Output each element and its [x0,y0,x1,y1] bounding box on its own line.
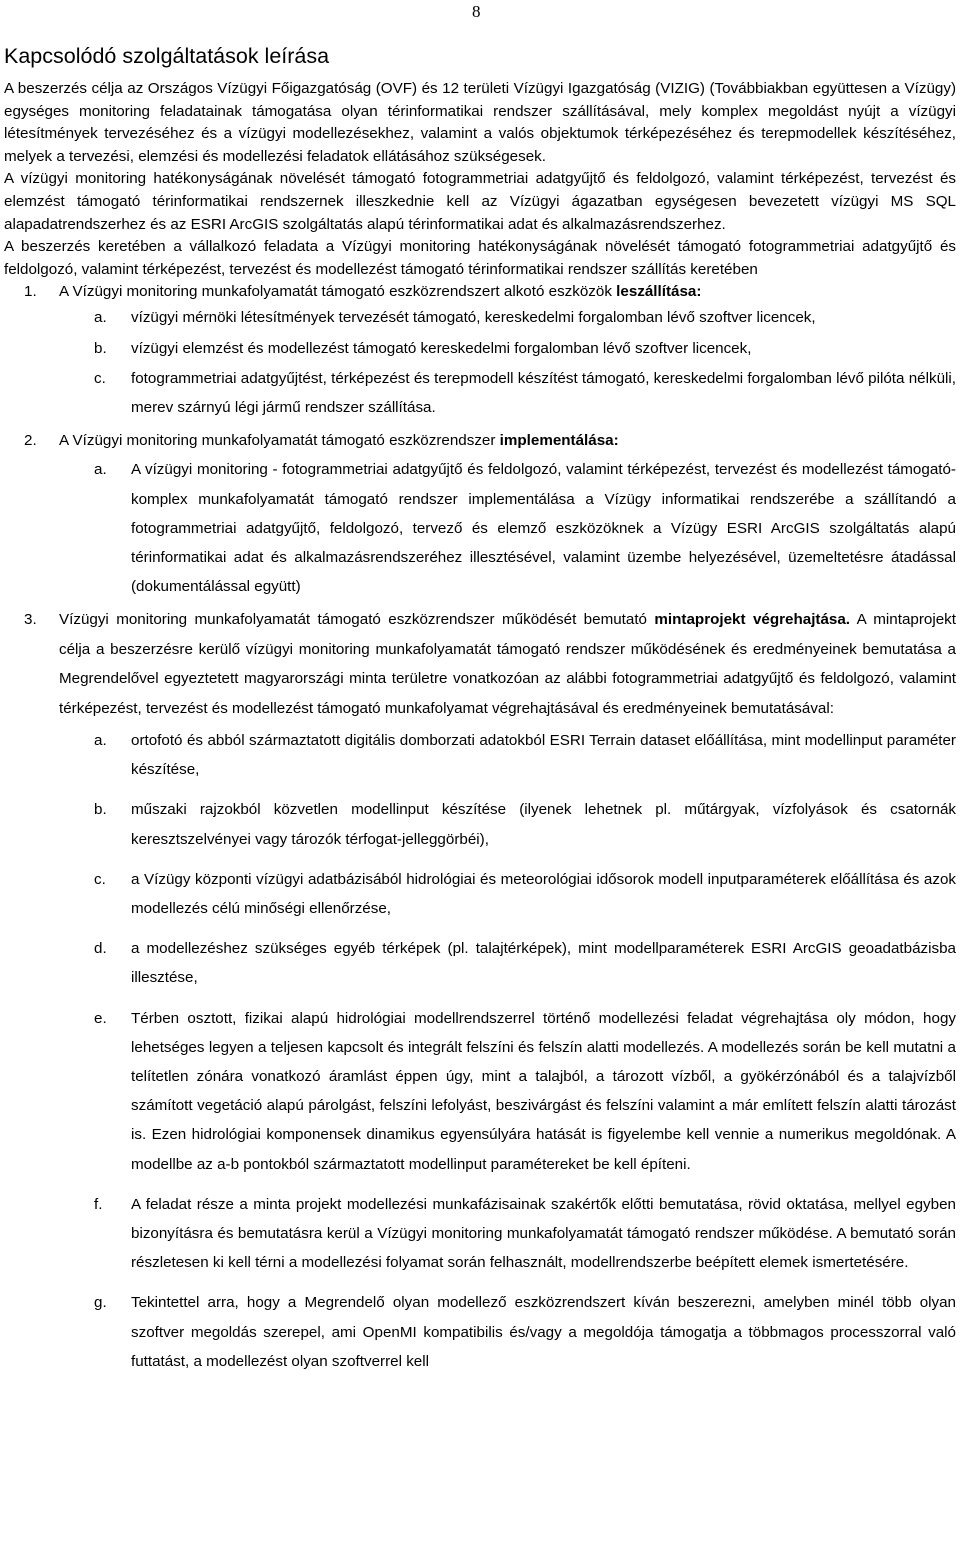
sub-list-text: Térben osztott, fizikai alapú hidrológiai modellrendszerrel történő modellezési feladat végrehajtása oly módon, hogy lehetséges legyen a teljesen kapcsolt és integrált felszíni és felszín alatti modellezés. A modellezés során be kell mutatni a telítetlen zónára vonatkozó áramlást éppen úgy, mint a talajból, a tározott vízből, a gyökérzónából és a talajvízből számított vegetáció alapú párolgást, felszíni lefolyást, beszivárgást és felszíni valamint a már említett felszín alatti tározást is. Ezen hidrológiai komponensek dinamikus egyensúlyára hatását is figyelembe kell vennie a numerikus megoldónak. A modellbe az a-b pontokból származtatott modellinput paramétereket be kell építeni. [131,1009,956,1173]
sub-list-item [4,1190,956,1278]
sub-list-item [4,1004,956,1179]
sub-list-text: fotogrammetriai adatgyűjtést, térképezést és terepmodell készítést támogató, kereskedelmi forgalomban lévő pilóta nélküli, merev szárnyú légi jármű rendszer szállítása. [131,370,956,416]
sub-list-letter: b. [94,801,107,819]
list-item-text: A Vízügyi monitoring munkafolyamatát támogató eszközrendszer [59,432,500,450]
sub-list-letter: f. [94,1195,103,1213]
list-number: 1. [24,283,37,301]
list-item-heading [59,605,956,723]
document-body [4,42,956,1387]
sub-list-item [4,1288,956,1376]
sub-list-text: a Vízügy központi vízügyi adatbázisából hidrológiai és meteorológiai idősorok modell inputparaméterek előállítása és azok modellezés célú minőségi ellenőrzése, [131,870,956,917]
intro-paragraph: A beszerzés célja az Országos Vízügyi Főigazgatóság (OVF) és 12 területi Vízügyi Igazgatóság (VIZIG) (Továbbiakban együttesen a Vízügy) egységes monitoring feladatainak támogatása olyan térinformatikai rendszer szállításával, mely komplex megoldást nyújt a vízügyi létesítmények tervezéséhez és a vízügyi modellezésekhez, valamint a valós objektumok térképezéséhez és terepmodellek készítéséhez, melyek a tervezési, elemzési és modellezési feladatok ellátásához szükségesek. [4,80,956,165]
list-item-heading [59,281,956,304]
list-item-description: A mintaprojekt célja a beszerzésre kerülő vízügyi monitoring munkafolyamatát támogató rendszer működésének és eredményeinek bemutatása a Megrendelővel egyeztetett magyarországi minta területre vonatkozóan az alábbi fotogrammetriai adatgyűjtő és feldolgozó, valamint térképezést, tervezést és modellezést támogató munkafolyamat végrehajtásával és eredményeinek bemutatásával: [59,611,956,717]
list-item-emphasis: mintaprojekt végrehajtása. [654,611,851,629]
list-item [4,605,956,723]
sub-list-item [4,795,956,853]
sub-list-item [4,865,956,923]
sub-list-letter: c. [94,370,106,388]
list-item-heading [59,426,956,455]
sub-list-letter: d. [94,940,107,958]
page-number: 8 [472,2,481,21]
sub-list-item [4,455,956,601]
sub-list [4,304,956,422]
sub-list-text: vízügyi mérnöki létesítmények tervezését támogató, kereskedelmi forgalomban lévő szoftver licencek, [131,308,816,326]
sub-list-item [4,335,956,364]
sub-list-letter: a. [94,731,107,749]
sub-list-text: műszaki rajzokból közvetlen modellinput készítése (ilyenek lehetnek pl. műtárgyak, vízfolyások és csatornák keresztszelvényei vagy tározók térfogat-jelleggörbéi), [131,801,956,848]
sub-list-item [4,934,956,992]
sub-list-letter: b. [94,339,107,357]
sub-list [4,726,956,1376]
sub-list-letter: a. [94,308,107,326]
sub-list-text: a modellezéshez szükséges egyéb térképek (pl. talajtérképek), mint modellparaméterek ESRI ArcGIS geoadatbázisba illesztése, [131,940,956,987]
sub-list-text: Tekintettel arra, hogy a Megrendelő olyan modellező eszközrendszert kíván beszerezni, amelyben minél több olyan szoftver megoldás szerepel, ami OpenMI kompatibilis és/vagy a megoldója támogatja a többmagos processzorral való futtatást, a modellezést olyan szoftverrel kell [131,1294,956,1370]
list-item [4,281,956,304]
sub-list-letter: g. [94,1294,107,1312]
sub-list [4,455,956,601]
task-list [4,281,956,1376]
list-item [4,426,956,455]
sub-list-letter: c. [94,870,106,888]
page-title: Kapcsolódó szolgáltatások leírása [4,44,330,68]
list-number: 3. [24,611,37,629]
sub-list-item [4,304,956,333]
list-item-text: Vízügyi monitoring munkafolyamatát támogató eszközrendszer működését bemutató [59,611,655,629]
list-number: 2. [24,432,37,450]
sub-list-letter: e. [94,1009,107,1027]
scope-paragraph: A beszerzés keretében a vállalkozó feladata a Vízügyi monitoring hatékonyságának növelését támogató fotogrammetriai adatgyűjtő és feldolgozó, valamint térképezést, tervezést és modellezést támogató térinformatikai rendszer szállítás keretében [4,238,956,278]
list-item-emphasis: leszállítása: [616,283,702,301]
sub-list-item [4,726,956,784]
list-item-text: A Vízügyi monitoring munkafolyamatát támogató eszközrendszert alkotó eszközök [59,283,617,301]
sub-list-text: A feladat része a minta projekt modellezési munkafázisainak szakértők előtti bemutatása, rövid oktatása, mellyel egyben bizonyításra és bemutatásra kerül a Vízügyi monitoring munkafolyamatát támogató rendszer működése. A bemutató során részletesen ki kell térni a modellezési folyamat során felhasznált, modellrendszerbe beépített elemek ismertetésére. [131,1195,956,1272]
sub-list-text: A vízügyi monitoring - fotogrammetriai adatgyűjtő és feldolgozó, valamint térképezést, tervezést és modellezést támogató- komplex munkafolyamatát támogató rendszer implementálása a Vízügy informatikai rendszerébe a szállítandó a fotogrammetriai adatgyűjtő, feldolgozó, tervező és elemző eszközöknek a Vízügy ESRI ArcGIS szolgáltatás alapú térinformatikai adat és alkalmazásrendszeréhez illesztésével, valamint üzembe helyezésével, üzemeltetésre átadással (dokumentálással együtt) [131,461,956,596]
sub-list-text: ortofotó és abból származtatott digitális domborzati adatokból ESRI Terrain dataset előállítása, mint modellinput paraméter készítése, [131,731,956,779]
sub-list-letter: a. [94,461,107,479]
integration-paragraph: A vízügyi monitoring hatékonyságának növelését támogató fotogrammetriai adatgyűjtő és feldolgozó, valamint térképezést, tervezést és elemzést támogató térinformatikai rendszernek illeszkednie kell az Vízügyi ágazatban egységesen bevezetett vízügyi MS SQL alapadatrendszerhez és az ESRI ArcGIS szolgáltatás alapú térinformatikai adat és alkalmazásrendszerhez. [4,170,956,233]
sub-list-item [4,365,956,422]
list-item-emphasis: implementálása: [499,432,619,450]
sub-list-text: vízügyi elemzést és modellezést támogató kereskedelmi forgalomban lévő szoftver licencek, [131,339,752,357]
